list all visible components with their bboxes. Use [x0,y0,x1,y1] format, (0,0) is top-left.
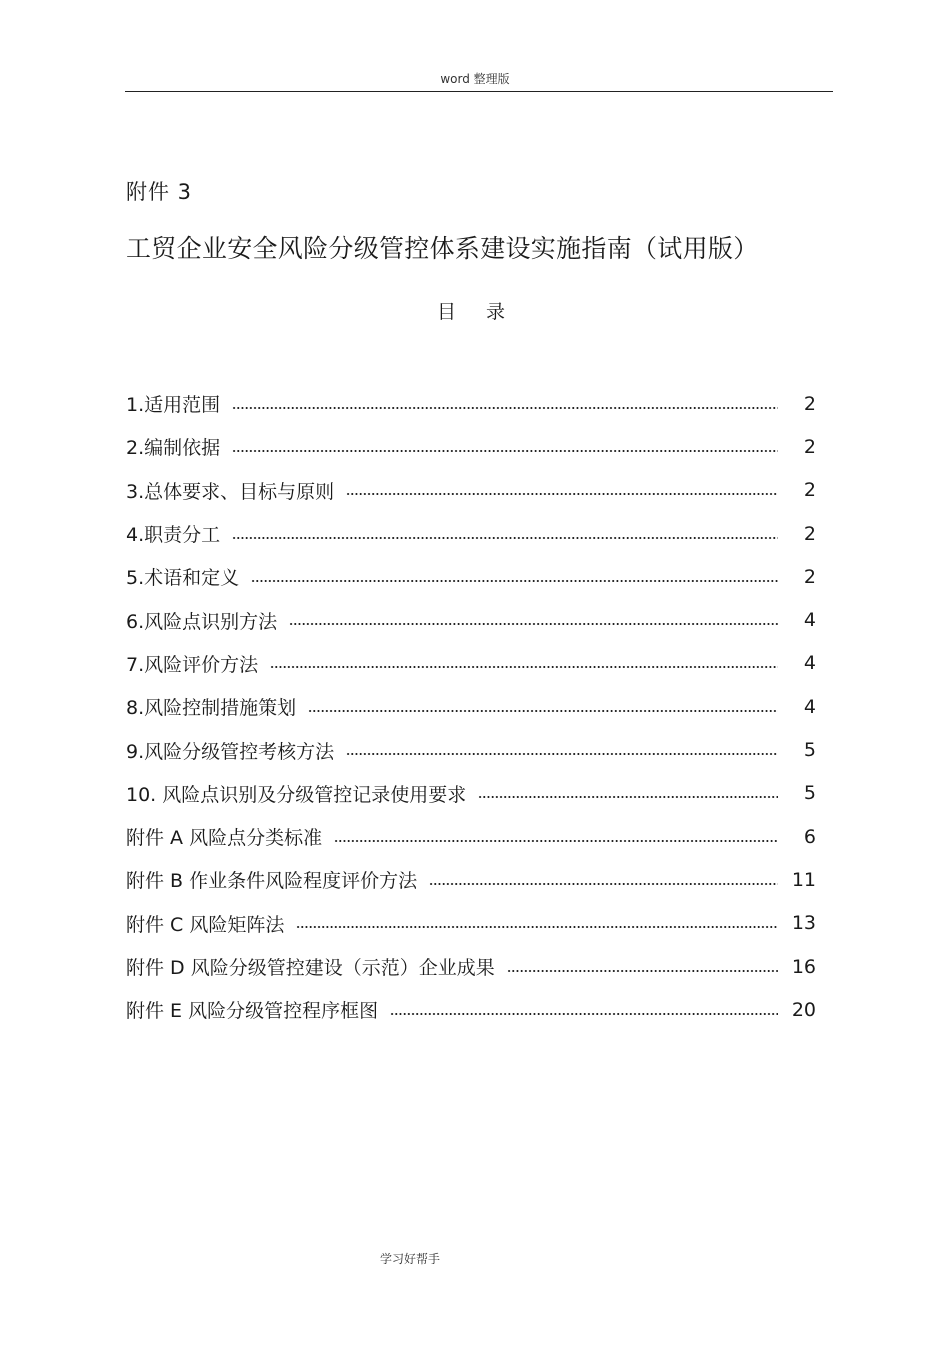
toc-leader-dots [429,874,778,893]
toc-entry-page: 20 [791,998,816,1021]
toc-entry[interactable] [126,685,816,728]
toc-leader-dots [507,961,778,980]
toc-leader-dots [232,441,778,460]
toc-entry[interactable] [126,858,816,901]
toc-entry-page: 4 [803,695,816,718]
toc-leader-dots [390,1004,778,1023]
toc-entry-label: 附件 D 风险分级管控建设（示范）企业成果 [126,957,495,979]
toc-leader-dots [308,701,778,720]
table-of-contents [126,382,816,1031]
toc-entry-label: 附件 A 风险点分类标准 [126,827,323,850]
toc-leader-dots [270,658,778,677]
toc-leader-dots [346,745,778,764]
toc-entry[interactable] [126,425,816,468]
toc-entry-label: 2.编制依据 [126,437,221,460]
toc-heading: 目录 [436,301,535,323]
toc-leader-dots [346,485,778,504]
toc-entry-page: 4 [803,609,816,632]
toc-entry-label: 7.风险评价方法 [126,653,259,676]
toc-entry-page: 6 [803,825,816,848]
toc-entry-page: 2 [803,565,816,588]
toc-entry-label: 9.风险分级管控考核方法 [126,740,335,763]
attachment-label: 附件 3 [126,180,193,204]
header-divider [125,91,833,92]
toc-leader-dots [251,571,778,590]
toc-entry[interactable] [126,728,816,771]
toc-entry[interactable] [126,902,816,945]
toc-leader-dots [232,528,778,547]
toc-entry-label: 1.适用范围 [126,394,221,417]
toc-entry-page: 2 [803,522,816,545]
toc-entry-label: 6.风险点识别方法 [126,610,278,633]
toc-entry[interactable] [126,555,816,598]
toc-entry[interactable] [126,382,816,425]
toc-entry[interactable] [126,598,816,641]
toc-entry[interactable] [126,772,816,815]
page-header: word 整理版 [440,72,510,86]
toc-entry-page: 2 [803,479,816,502]
toc-leader-dots [296,918,778,937]
toc-entry-page: 5 [803,782,816,805]
toc-leader-dots [334,831,778,850]
toc-entry-label: 附件 E 风险分级管控程序框图 [126,1000,379,1023]
toc-entry-label: 附件 B 作业条件风险程度评价方法 [126,870,418,893]
toc-leader-dots [289,615,778,634]
toc-entry-page: 5 [803,739,816,762]
toc-entry-page: 13 [791,912,816,935]
toc-entry[interactable] [126,642,816,685]
toc-entry[interactable] [126,815,816,858]
toc-entry-page: 11 [791,868,816,891]
toc-entry-label: 3.总体要求、目标与原则 [126,480,335,503]
toc-entry-page: 16 [791,955,816,978]
toc-leader-dots [478,788,778,807]
toc-entry-page: 2 [803,435,816,458]
document-title: 工贸企业安全风险分级管控体系建设实施指南（试用版） [126,234,759,263]
toc-entry-page: 2 [803,392,816,415]
toc-entry[interactable] [126,469,816,512]
toc-entry-label: 附件 C 风险矩阵法 [126,913,285,936]
toc-entry-page: 4 [803,652,816,675]
toc-entry[interactable] [126,512,816,555]
toc-entry-label: 10. 风险点识别及分级管控记录使用要求 [126,783,467,806]
toc-entry-label: 5.术语和定义 [126,567,240,590]
toc-entry[interactable] [126,945,816,988]
toc-entry[interactable] [126,988,816,1031]
toc-entry-label: 8.风险控制措施策划 [126,697,297,720]
toc-entry-label: 4.职责分工 [126,524,221,547]
page-footer: 学习好帮手 [379,1252,440,1266]
toc-leader-dots [232,398,778,417]
